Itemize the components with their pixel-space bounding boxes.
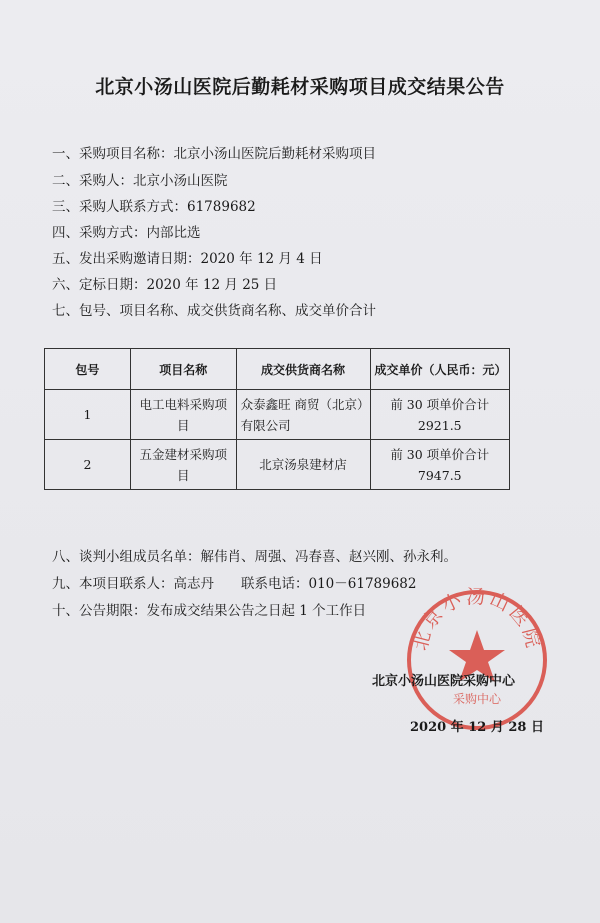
table-row <box>45 390 510 440</box>
info-table-caption: 七、包号、项目名称、成交供货商名称、成交单价合计 <box>52 303 376 319</box>
seal-subtext: 采购中心 <box>452 692 502 706</box>
cell-project: 五金建材采购项目 <box>130 440 236 490</box>
result-table <box>44 348 510 490</box>
seal-text: 北京小汤山医院 <box>409 586 545 653</box>
issue-date: 2020 年 12 月 28 日 <box>410 720 544 735</box>
col-supplier: 成交供货商名称 <box>236 349 370 390</box>
table-header-row <box>45 349 510 390</box>
info-project-name: 一、采购项目名称：北京小汤山医院后勤耗材采购项目 <box>52 146 376 162</box>
cell-project: 电工电料采购项目 <box>130 390 236 440</box>
page-title: 北京小汤山医院后勤耗材采购项目成交结果公告 <box>95 76 505 98</box>
price-value: 7947.5 <box>417 467 462 483</box>
cell-supplier: 众泰鑫旺 商贸（北京）有限公司 <box>236 390 370 440</box>
cell-package: 1 <box>45 390 131 440</box>
issuer-org: 北京小汤山医院采购中心 <box>372 674 516 689</box>
col-package: 包号 <box>45 349 131 390</box>
table-row <box>45 440 510 490</box>
info-invite-date: 五、发出采购邀请日期：2020 年 12 月 4 日 <box>52 251 323 267</box>
cell-price <box>370 440 509 490</box>
info-panel-members: 八、谈判小组成员名单：解伟肖、周强、冯春喜、赵兴刚、孙永利。 <box>52 549 457 565</box>
cell-package: 2 <box>45 440 131 490</box>
col-project: 项目名称 <box>130 349 236 390</box>
info-method: 四、采购方式：内部比选 <box>52 225 201 241</box>
col-price: 成交单价（人民币：元） <box>370 349 509 390</box>
info-contact: 三、采购人联系方式：61789682 <box>52 199 256 215</box>
info-project-contact: 九、本项目联系人：高志丹 联系电话：010－61789682 <box>52 576 417 592</box>
official-seal-stamp <box>402 585 552 735</box>
cell-price <box>370 390 509 440</box>
info-award-date: 六、定标日期：2020 年 12 月 25 日 <box>52 277 278 293</box>
cell-supplier: 北京汤泉建材店 <box>236 440 370 490</box>
info-notice-period: 十、公告期限：发布成交结果公告之日起 1 个工作日 <box>52 603 367 619</box>
price-label: 前 30 项单价合计 <box>390 446 490 462</box>
price-label: 前 30 项单价合计 <box>390 396 490 412</box>
price-value: 2921.5 <box>417 417 462 433</box>
info-purchaser: 二、采购人：北京小汤山医院 <box>52 173 228 189</box>
